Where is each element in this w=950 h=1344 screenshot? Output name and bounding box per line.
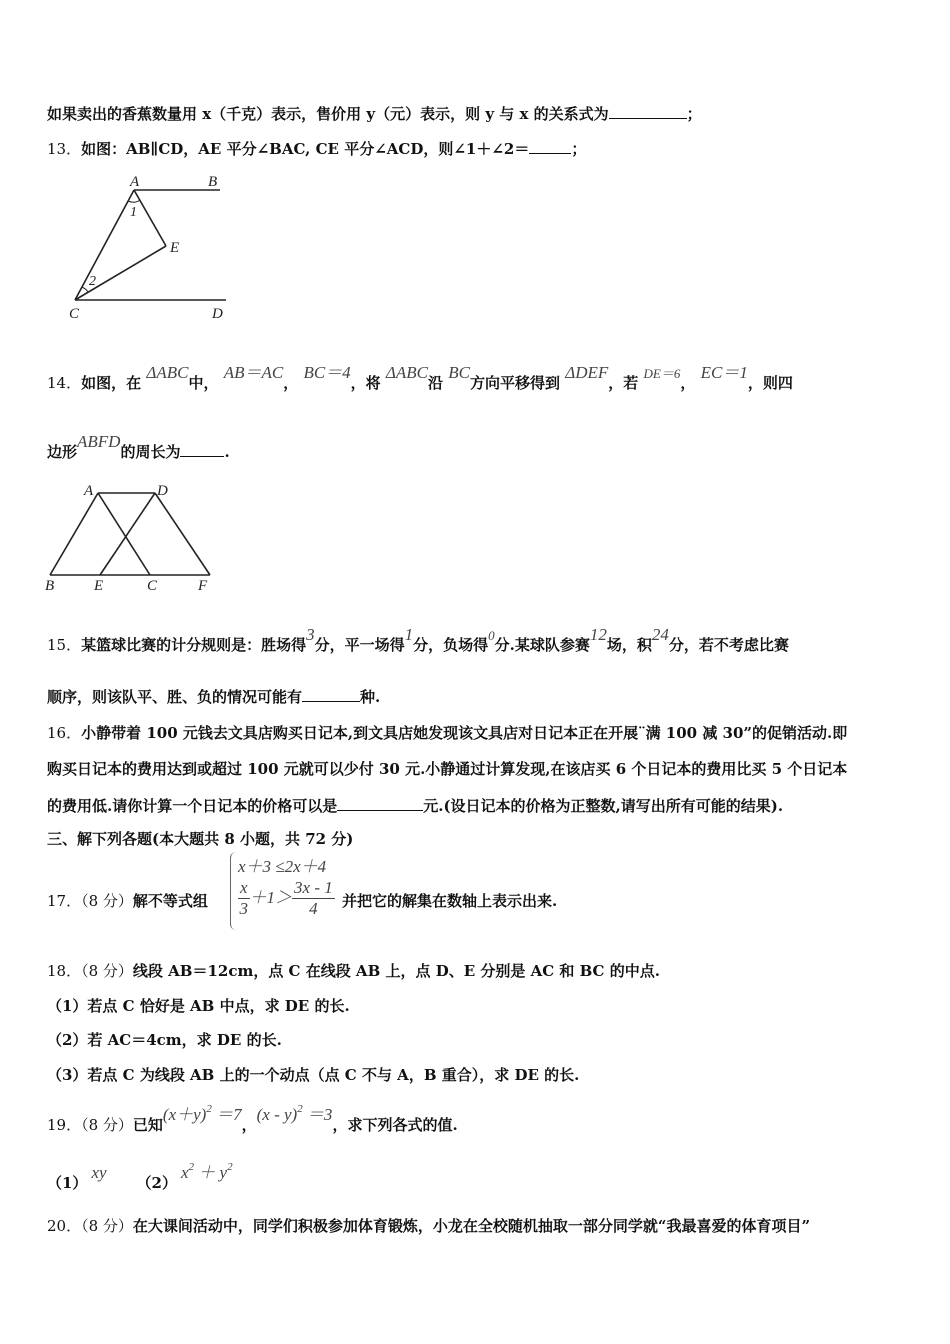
q15-text-4: 分.某球队参赛 bbox=[494, 636, 590, 654]
q18-sub1 bbox=[47, 995, 350, 1016]
section-3-heading bbox=[47, 828, 353, 849]
q15-text-5: 场，积 bbox=[606, 636, 652, 654]
q17-fraction-1 bbox=[238, 878, 250, 919]
q19-sub2-expr bbox=[181, 1163, 233, 1182]
q14-math-de: DE＝6 bbox=[643, 366, 681, 381]
q15-line1 bbox=[47, 625, 789, 655]
q18-sub2-text: （2）若 AC＝4cm，求 DE 的长. bbox=[47, 1031, 282, 1049]
q13-answer-blank[interactable] bbox=[529, 139, 571, 154]
q14-label-b: B bbox=[45, 578, 55, 594]
q17-line-tail bbox=[342, 890, 557, 911]
q16-text-4: 元.(设日记本的价格为正整数,请写出所有可能的结果). bbox=[423, 797, 784, 815]
q14-math-ab-eq-ac: AB＝AC bbox=[223, 363, 284, 382]
q20-line bbox=[47, 1215, 810, 1236]
q19-given-1-rhs: ＝7 bbox=[211, 1105, 242, 1124]
q14-text-8: ， bbox=[680, 374, 696, 392]
q13-label-c: C bbox=[69, 306, 80, 322]
q12-tail-line bbox=[47, 103, 702, 124]
q16-line1 bbox=[47, 722, 847, 743]
q17-fraction-2-den: 4 bbox=[309, 899, 318, 918]
q17-fraction-2-num: 3x - 1 bbox=[294, 878, 333, 897]
q18-sub3-text: （3）若点 C 为线段 AB 上的一个动点（点 C 不与 A，B 重合），求 DE 的长. bbox=[47, 1066, 580, 1084]
q16-text-2: 购买日记本的费用达到或超过 100 元就可以少付 30 元.小静通过计算发现,在该店买 6 个日记本的费用比买 5 个日记本 bbox=[47, 760, 848, 778]
q19-sub1-expr: xy bbox=[91, 1163, 107, 1182]
q14-text-2: 中， bbox=[188, 374, 219, 392]
q14-line-ab bbox=[50, 493, 98, 575]
q16-number: 16． bbox=[47, 724, 82, 742]
q17-fraction-1-den: 3 bbox=[239, 899, 249, 918]
q20-score: （8 分） bbox=[81, 1217, 133, 1235]
q18-sub3 bbox=[47, 1064, 579, 1085]
q14-label-c: C bbox=[147, 578, 158, 594]
q17-text-2: 并把它的解集在数轴上表示出来. bbox=[342, 892, 558, 910]
q13-text: 如图：AB∥CD，AE 平分∠BAC, CE 平分∠ACD，则∠1＋∠2＝ bbox=[81, 140, 530, 158]
q16-text-1: 小静带着 100 元钱去文具店购买日记本,到文具店她发现该文具店对日记本正在开展¨满 100 减 30”的促销活动.即 bbox=[81, 724, 848, 742]
q19-given-1-base: (x＋y) bbox=[162, 1105, 207, 1124]
q15-value-points: 24 bbox=[651, 625, 669, 644]
q19-text-2: ， bbox=[241, 1116, 257, 1134]
q17-score: （8 分） bbox=[81, 892, 133, 910]
q19-sub2-y: ＋ y bbox=[194, 1163, 228, 1182]
q15-text-7: 顺序，则该队平、胜、负的情况可能有 bbox=[47, 688, 303, 706]
q18-line bbox=[47, 960, 660, 981]
q17-number: 17． bbox=[47, 892, 82, 910]
q18-number: 18． bbox=[47, 962, 82, 980]
q17-mid: ＋1＞ bbox=[249, 888, 293, 907]
q16-line2 bbox=[47, 758, 847, 779]
q14-label-a: A bbox=[84, 483, 94, 499]
q13-angle1-arc bbox=[128, 200, 140, 202]
q15-text-2: 分，平一场得 bbox=[314, 636, 405, 654]
q19-given-2-base: (x - y) bbox=[256, 1105, 298, 1124]
q14-text-3: ， bbox=[283, 374, 299, 392]
q19-text-1: 已知 bbox=[132, 1116, 163, 1134]
q19-given-2 bbox=[257, 1105, 333, 1124]
q15-text-1: 某篮球比赛的计分规则是：胜场得 bbox=[81, 636, 307, 654]
q14-label-f: F bbox=[198, 578, 208, 594]
q16-line3 bbox=[47, 795, 783, 816]
q13-label-d: D bbox=[212, 306, 223, 322]
q17-inequality-system bbox=[230, 852, 346, 930]
q14-math-abfd: ABFD bbox=[77, 432, 121, 451]
q20-text: 在大课间活动中，同学们积极参加体育锻炼，小龙在全校随机抽取一部分同学就“我最喜爱的体育项目” bbox=[132, 1217, 811, 1235]
q14-text-10: 边形 bbox=[47, 443, 78, 461]
q14-text-1: 如图，在 bbox=[81, 374, 142, 392]
q19-text-3: ，求下列各式的值. bbox=[332, 1116, 458, 1134]
q19-sub2-label: （2） bbox=[136, 1174, 177, 1192]
q17-fraction-2 bbox=[292, 878, 335, 919]
q13-line-ac bbox=[75, 190, 134, 300]
q14-text-5: 沿 bbox=[428, 374, 444, 392]
q15-answer-blank[interactable] bbox=[302, 687, 360, 702]
q13-number: 13． bbox=[47, 140, 82, 158]
q15-text-6: 分，若不考虑比赛 bbox=[668, 636, 789, 654]
q19-given-1 bbox=[163, 1105, 242, 1124]
q19-subs bbox=[47, 1161, 233, 1193]
q14-text-9: ，则四 bbox=[747, 374, 793, 392]
q14-line-df bbox=[155, 493, 210, 575]
q19-score: （8 分） bbox=[81, 1116, 133, 1134]
section-3-title: 三、解下列各题(本大题共 8 小题，共 72 分) bbox=[47, 830, 354, 848]
q15-value-games: 12 bbox=[589, 625, 607, 644]
q18-sub2 bbox=[47, 1029, 282, 1050]
q13-line bbox=[47, 138, 586, 159]
q13-label-two: 2 bbox=[89, 274, 96, 289]
q18-score: （8 分） bbox=[81, 962, 133, 980]
q14-math-bc-dir: BC bbox=[448, 363, 470, 382]
q18-sub1-text: （1）若点 C 恰好是 AB 中点，求 DE 的长. bbox=[47, 997, 350, 1015]
q12-answer-blank[interactable] bbox=[609, 104, 687, 119]
q14-line2 bbox=[47, 432, 230, 462]
q19-sub2-x: x bbox=[180, 1163, 189, 1182]
q18-text: 线段 AB＝12cm，点 C 在线段 AB 上，点 D、E 分别是 AC 和 BC 的中点. bbox=[132, 962, 660, 980]
q14-text-11: 的周长为 bbox=[120, 443, 181, 461]
q17-fraction-1-num: x bbox=[240, 878, 248, 897]
q13-label-b: B bbox=[208, 174, 218, 190]
q16-text-3: 的费用低.请你计算一个日记本的价格可以是 bbox=[47, 797, 338, 815]
q17-line bbox=[47, 890, 208, 911]
q14-answer-blank[interactable] bbox=[180, 442, 224, 457]
q13-label-one: 1 bbox=[130, 205, 137, 220]
q19-given-2-rhs: ＝3 bbox=[302, 1105, 333, 1124]
q19-number: 19． bbox=[47, 1116, 82, 1134]
q19-given-1-exp: 2 bbox=[206, 1103, 212, 1115]
q14-math-triangle-abc-2: ΔABC bbox=[385, 363, 429, 382]
q14-text-7: ，若 bbox=[608, 374, 639, 392]
q15-number: 15． bbox=[47, 636, 82, 654]
q14-figure bbox=[40, 480, 220, 595]
q14-text-6: 方向平移得到 bbox=[470, 374, 561, 392]
q13-label-a: A bbox=[130, 174, 140, 190]
q14-math-bc: BC＝4 bbox=[303, 363, 351, 382]
q17-inequality-2 bbox=[238, 878, 335, 919]
q14-text-4: ，将 bbox=[350, 374, 381, 392]
q14-line1 bbox=[47, 363, 793, 393]
q13-figure bbox=[60, 170, 240, 325]
q15-end: 种. bbox=[360, 688, 381, 706]
q15-value-loss: 0 bbox=[488, 628, 495, 643]
q13-end: ； bbox=[571, 140, 587, 158]
q17-text-1: 解不等式组 bbox=[132, 892, 208, 910]
q13-label-e: E bbox=[170, 240, 180, 256]
q17-inequality-1: x＋3 ≤2x＋4 bbox=[238, 857, 327, 876]
q14-math-triangle-abc: ΔABC bbox=[146, 363, 189, 382]
q14-number: 14． bbox=[47, 374, 82, 392]
q13-line-ae bbox=[134, 190, 166, 246]
q14-math-ec: EC＝1 bbox=[700, 363, 748, 382]
q15-value-win: 3 bbox=[306, 625, 315, 644]
q12-text: 如果卖出的香蕉数量用 x（千克）表示，售价用 y（元）表示，则 y 与 x 的关系式为 bbox=[47, 105, 609, 123]
q15-line2 bbox=[47, 686, 380, 707]
q14-line-de bbox=[100, 493, 155, 575]
q14-line-ac bbox=[98, 493, 150, 575]
q15-value-draw: 1 bbox=[404, 625, 414, 644]
q16-answer-blank[interactable] bbox=[337, 796, 423, 811]
q14-label-e: E bbox=[94, 578, 104, 594]
q19-line bbox=[47, 1103, 458, 1135]
q14-label-d: D bbox=[157, 483, 168, 499]
q19-sub2-x-exp: 2 bbox=[188, 1161, 195, 1173]
q19-sub2-y-exp: 2 bbox=[227, 1161, 233, 1173]
q19-given-2-exp: 2 bbox=[297, 1103, 303, 1115]
q19-sub1-label: （1） bbox=[47, 1174, 88, 1192]
q14-math-triangle-def: ΔDEF bbox=[565, 363, 609, 382]
q14-end: . bbox=[224, 443, 230, 461]
q12-end: ； bbox=[686, 105, 702, 123]
q20-number: 20． bbox=[47, 1217, 82, 1235]
q15-text-3: 分，负场得 bbox=[413, 636, 489, 654]
